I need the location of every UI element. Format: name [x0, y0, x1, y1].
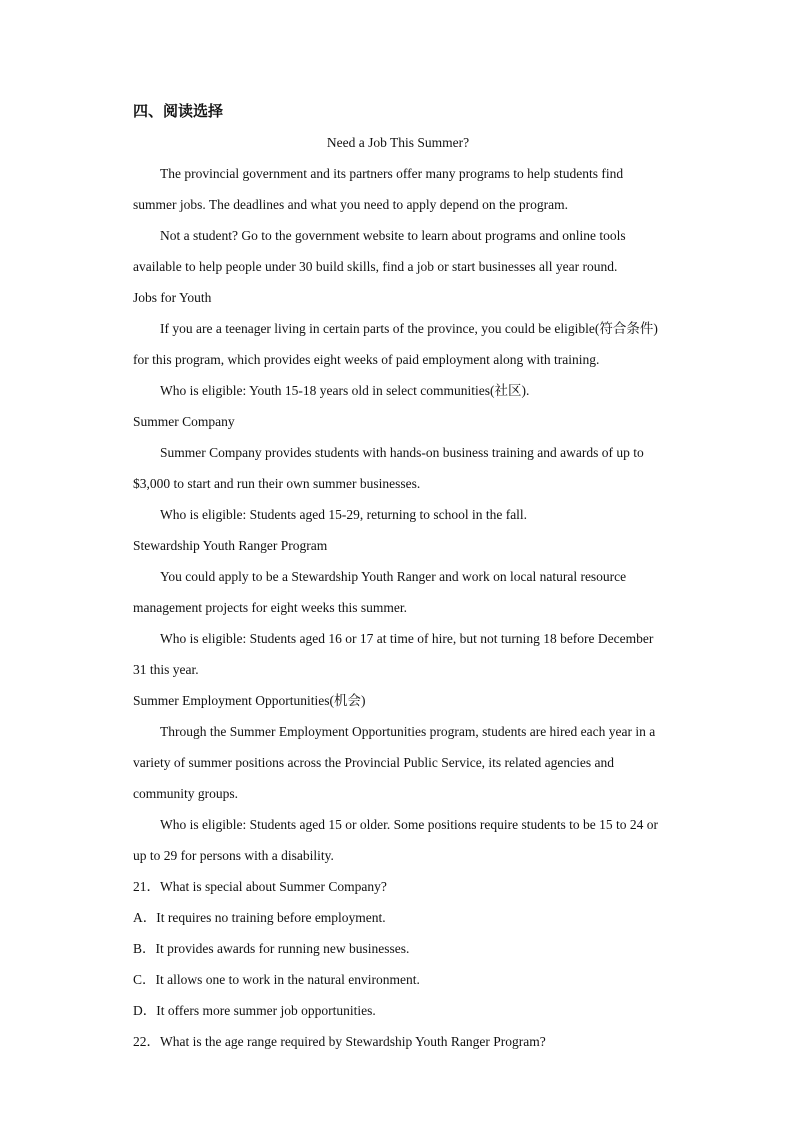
question-number: 21．: [133, 879, 160, 894]
program-description-youth-ranger: You could apply to be a Stewardship Youth Ranger and work on local natural resource management projects for eight weeks this summer.: [133, 569, 627, 615]
program-heading-youth-ranger: Stewardship Youth Ranger Program: [133, 538, 328, 553]
program-heading-jobs-for-youth: Jobs for Youth: [133, 290, 212, 305]
option-c: C．It allows one to work in the natural environment.: [133, 972, 420, 987]
program-eligibility-youth-ranger: Who is eligible: Students aged 16 or 17 at time of hire, but not turning 18 before December 31 this year.: [133, 631, 654, 677]
option-a: A．It requires no training before employment.: [133, 910, 386, 925]
program-description-employment-opportunities: Through the Summer Employment Opportunities program, students are hired each year in a variety of summer positions across the Provincial Public Service, its related agencies and community groups.: [133, 724, 656, 801]
section-heading: 四、阅读选择: [133, 102, 224, 120]
question-stem: What is special about Summer Company?: [160, 879, 387, 894]
document-page: [133, 96, 663, 1057]
question-stem: What is the age range required by Stewardship Youth Ranger Program?: [160, 1034, 546, 1049]
intro-paragraph-2: Not a student? Go to the government website to learn about programs and online tools available to help people under 30 build skills, find a job or start businesses all year round.: [133, 228, 626, 274]
question-number: 22．: [133, 1034, 160, 1049]
program-eligibility-jobs-for-youth: Who is eligible: Youth 15-18 years old in select communities(社区).: [160, 383, 530, 398]
question-22: [133, 1026, 663, 1057]
option-d: D．It offers more summer job opportunities.: [133, 1003, 376, 1018]
program-heading-employment-opportunities: Summer Employment Opportunities(机会): [133, 693, 366, 708]
program-eligibility-summer-company: Who is eligible: Students aged 15-29, returning to school in the fall.: [160, 507, 528, 522]
program-description-jobs-for-youth: If you are a teenager living in certain parts of the province, you could be eligible(符合条件) for this program, which provides eight weeks of paid employment along with training.: [133, 321, 658, 367]
option-b: B．It provides awards for running new businesses.: [133, 941, 410, 956]
program-description-summer-company: Summer Company provides students with hands-on business training and awards of up to $3,000 to start and run their own summer businesses.: [133, 445, 644, 491]
question-21: [133, 871, 663, 902]
intro-paragraph-1: The provincial government and its partners offer many programs to help students find summer jobs. The deadlines and what you need to apply depend on the program.: [133, 166, 624, 212]
program-eligibility-employment-opportunities: Who is eligible: Students aged 15 or older. Some positions require students to be 15 to 24 or up to 29 for persons with a disability.: [133, 817, 658, 863]
program-heading-summer-company: Summer Company: [133, 414, 235, 429]
article-title: Need a Job This Summer?: [326, 135, 470, 150]
